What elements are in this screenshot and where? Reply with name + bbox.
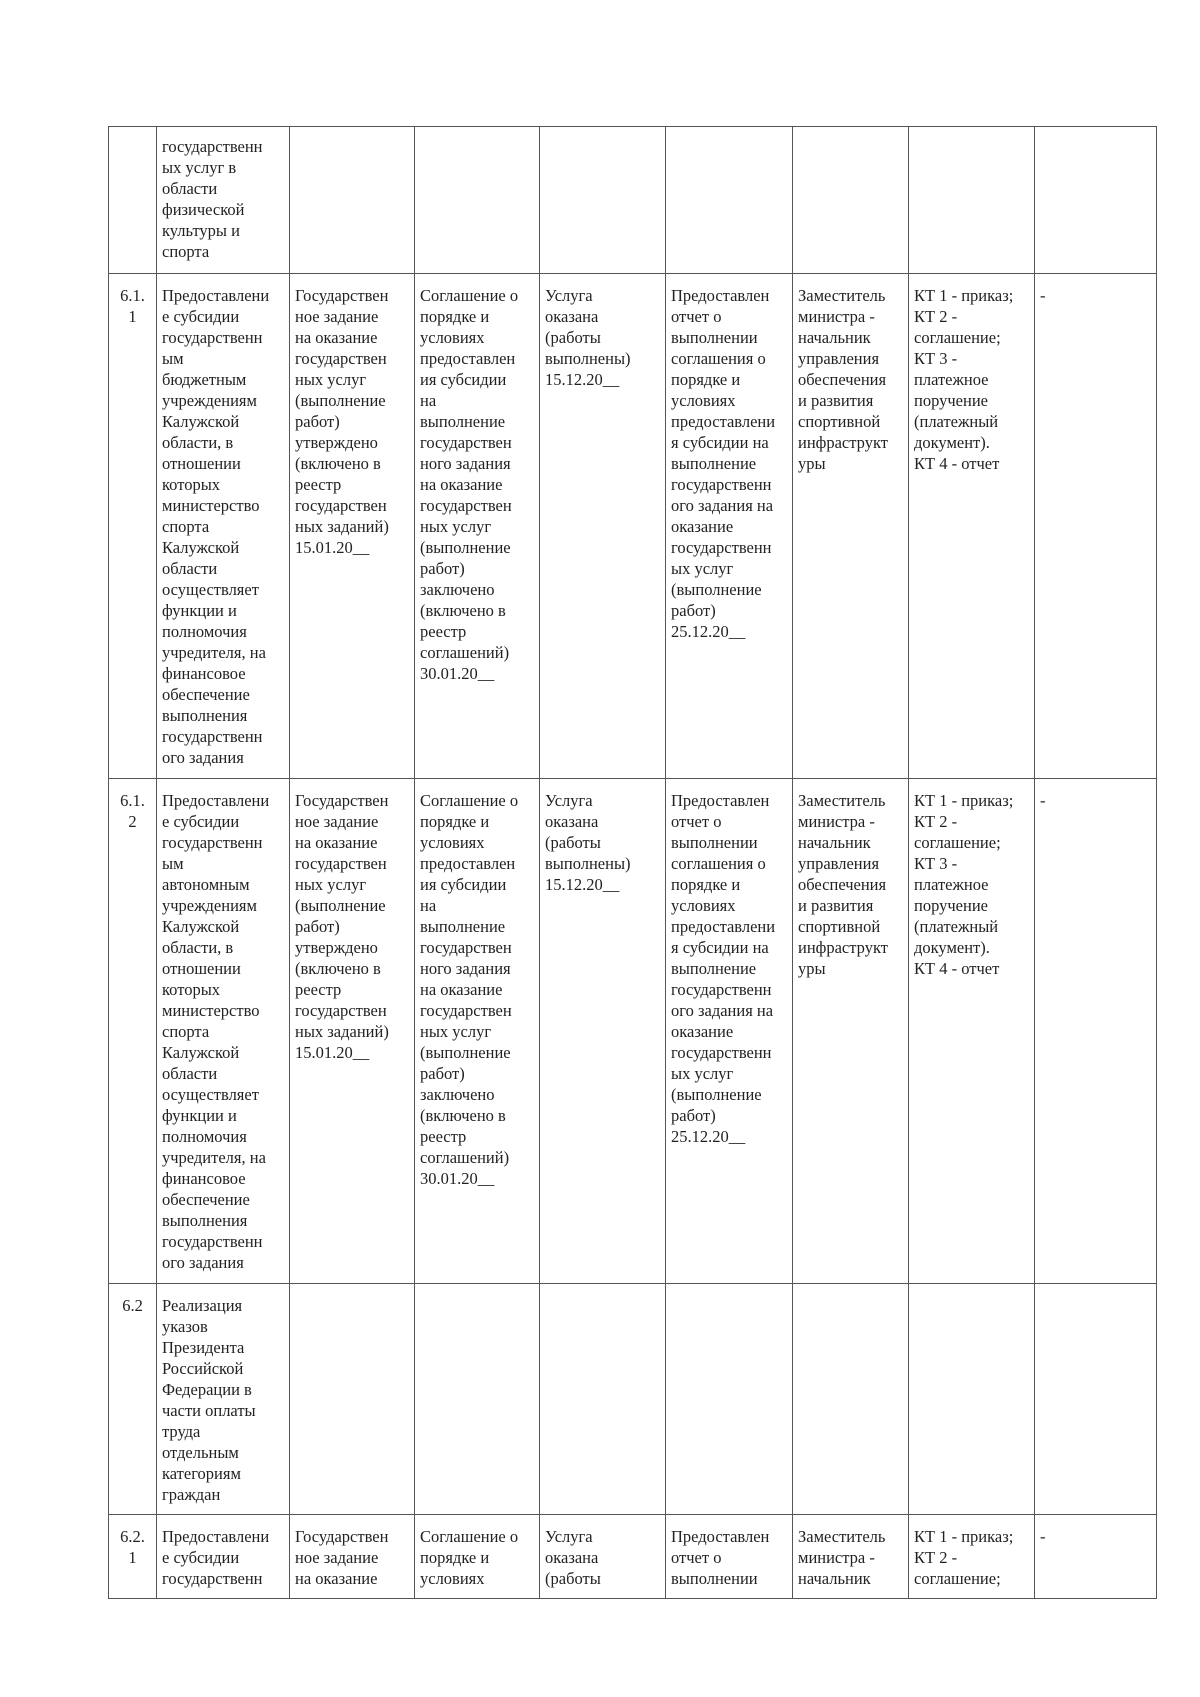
checkpoint-3 [540,127,666,274]
confirming-document: КТ 1 - приказ; КТ 2 - соглашение; КТ 3 - платежное поручение (платежный документ). КТ 4 - отчет [909,274,1035,779]
confirming-document: КТ 1 - приказ; КТ 2 - соглашение; КТ 3 - платежное поручение (платежный документ). КТ 4 - отчет [909,779,1035,1284]
checkpoint-3: Услуга оказана (работы выполнены) 15.12.20__ [540,274,666,779]
confirming-document [909,127,1035,274]
checkpoint-4: Предоставлен отчет о выполнении соглашения о порядке и условиях предоставлени я субсидии на выполнение государственн ого задания на оказание государственн ых услуг (выполнение работ) 25.12.20__ [666,779,793,1284]
event-name: Предоставлени е субсидии государственн ым автономным учреждениям Калужской области, в отношении которых министерство спорта Калужской области осуществляет функции и полномочия учредителя, на финансовое обеспечение выполнения государственн ого задания [157,779,290,1284]
row-number: 6.2 [109,1284,157,1515]
checkpoint-1: Государствен ное задание на оказание государствен ных услуг (выполнение работ) утверждено (включено в реестр государствен ных заданий) 15.01.20__ [290,779,415,1284]
checkpoint-4 [666,1284,793,1515]
responsible-person: Заместитель министра - начальник управления обеспечения и развития спортивной инфраструкт уры [793,779,909,1284]
checkpoint-2 [415,127,540,274]
table-row [109,274,1157,779]
responsible-person [793,1284,909,1515]
checkpoint-4: Предоставлен отчет о выполнении соглашения о порядке и условиях предоставлени я субсидии на выполнение государственн ого задания на оказание государственн ых услуг (выполнение работ) 25.12.20__ [666,274,793,779]
event-name: государственн ых услуг в области физической культуры и спорта [157,127,290,274]
confirming-document: КТ 1 - приказ; КТ 2 - соглашение; [909,1515,1035,1599]
note-cell [1035,1284,1157,1515]
checkpoint-1 [290,127,415,274]
checkpoint-4: Предоставлен отчет о выполнении [666,1515,793,1599]
checkpoint-2: Соглашение о порядке и условиях предоставлен ия субсидии на выполнение государствен ного задания на оказание государствен ных услуг (выполнение работ) заключено (включено в реестр соглашений) 30.01.20__ [415,779,540,1284]
checkpoint-1 [290,1284,415,1515]
row-number: 6.2. 1 [109,1515,157,1599]
row-number: 6.1. 1 [109,274,157,779]
table-row [109,1515,1157,1599]
checkpoint-3: Услуга оказана (работы [540,1515,666,1599]
event-name: Предоставлени е субсидии государственн ым бюджетным учреждениям Калужской области, в отношении которых министерство спорта Калужской области осуществляет функции и полномочия учредителя, на финансовое обеспечение выполнения государственн ого задания [157,274,290,779]
note-cell: - [1035,779,1157,1284]
checkpoint-2 [415,1284,540,1515]
row-number [109,127,157,274]
responsible-person: Заместитель министра - начальник управления обеспечения и развития спортивной инфраструкт уры [793,274,909,779]
table-row [109,127,1157,274]
row-number: 6.1. 2 [109,779,157,1284]
checkpoint-3 [540,1284,666,1515]
responsible-person: Заместитель министра - начальник [793,1515,909,1599]
checkpoint-4 [666,127,793,274]
checkpoint-1: Государствен ное задание на оказание [290,1515,415,1599]
checkpoint-3: Услуга оказана (работы выполнены) 15.12.20__ [540,779,666,1284]
note-cell: - [1035,1515,1157,1599]
table-row [109,1284,1157,1515]
checkpoint-1: Государствен ное задание на оказание государствен ных услуг (выполнение работ) утверждено (включено в реестр государствен ных заданий) 15.01.20__ [290,274,415,779]
confirming-document [909,1284,1035,1515]
event-name: Предоставлени е субсидии государственн [157,1515,290,1599]
plan-table [108,126,1157,1599]
table-row [109,779,1157,1284]
note-cell: - [1035,274,1157,779]
responsible-person [793,127,909,274]
checkpoint-2: Соглашение о порядке и условиях предоставлен ия субсидии на выполнение государствен ного задания на оказание государствен ных услуг (выполнение работ) заключено (включено в реестр соглашений) 30.01.20__ [415,274,540,779]
note-cell [1035,127,1157,274]
checkpoint-2: Соглашение о порядке и условиях [415,1515,540,1599]
event-name: Реализация указов Президента Российской Федерации в части оплаты труда отдельным категориям граждан [157,1284,290,1515]
